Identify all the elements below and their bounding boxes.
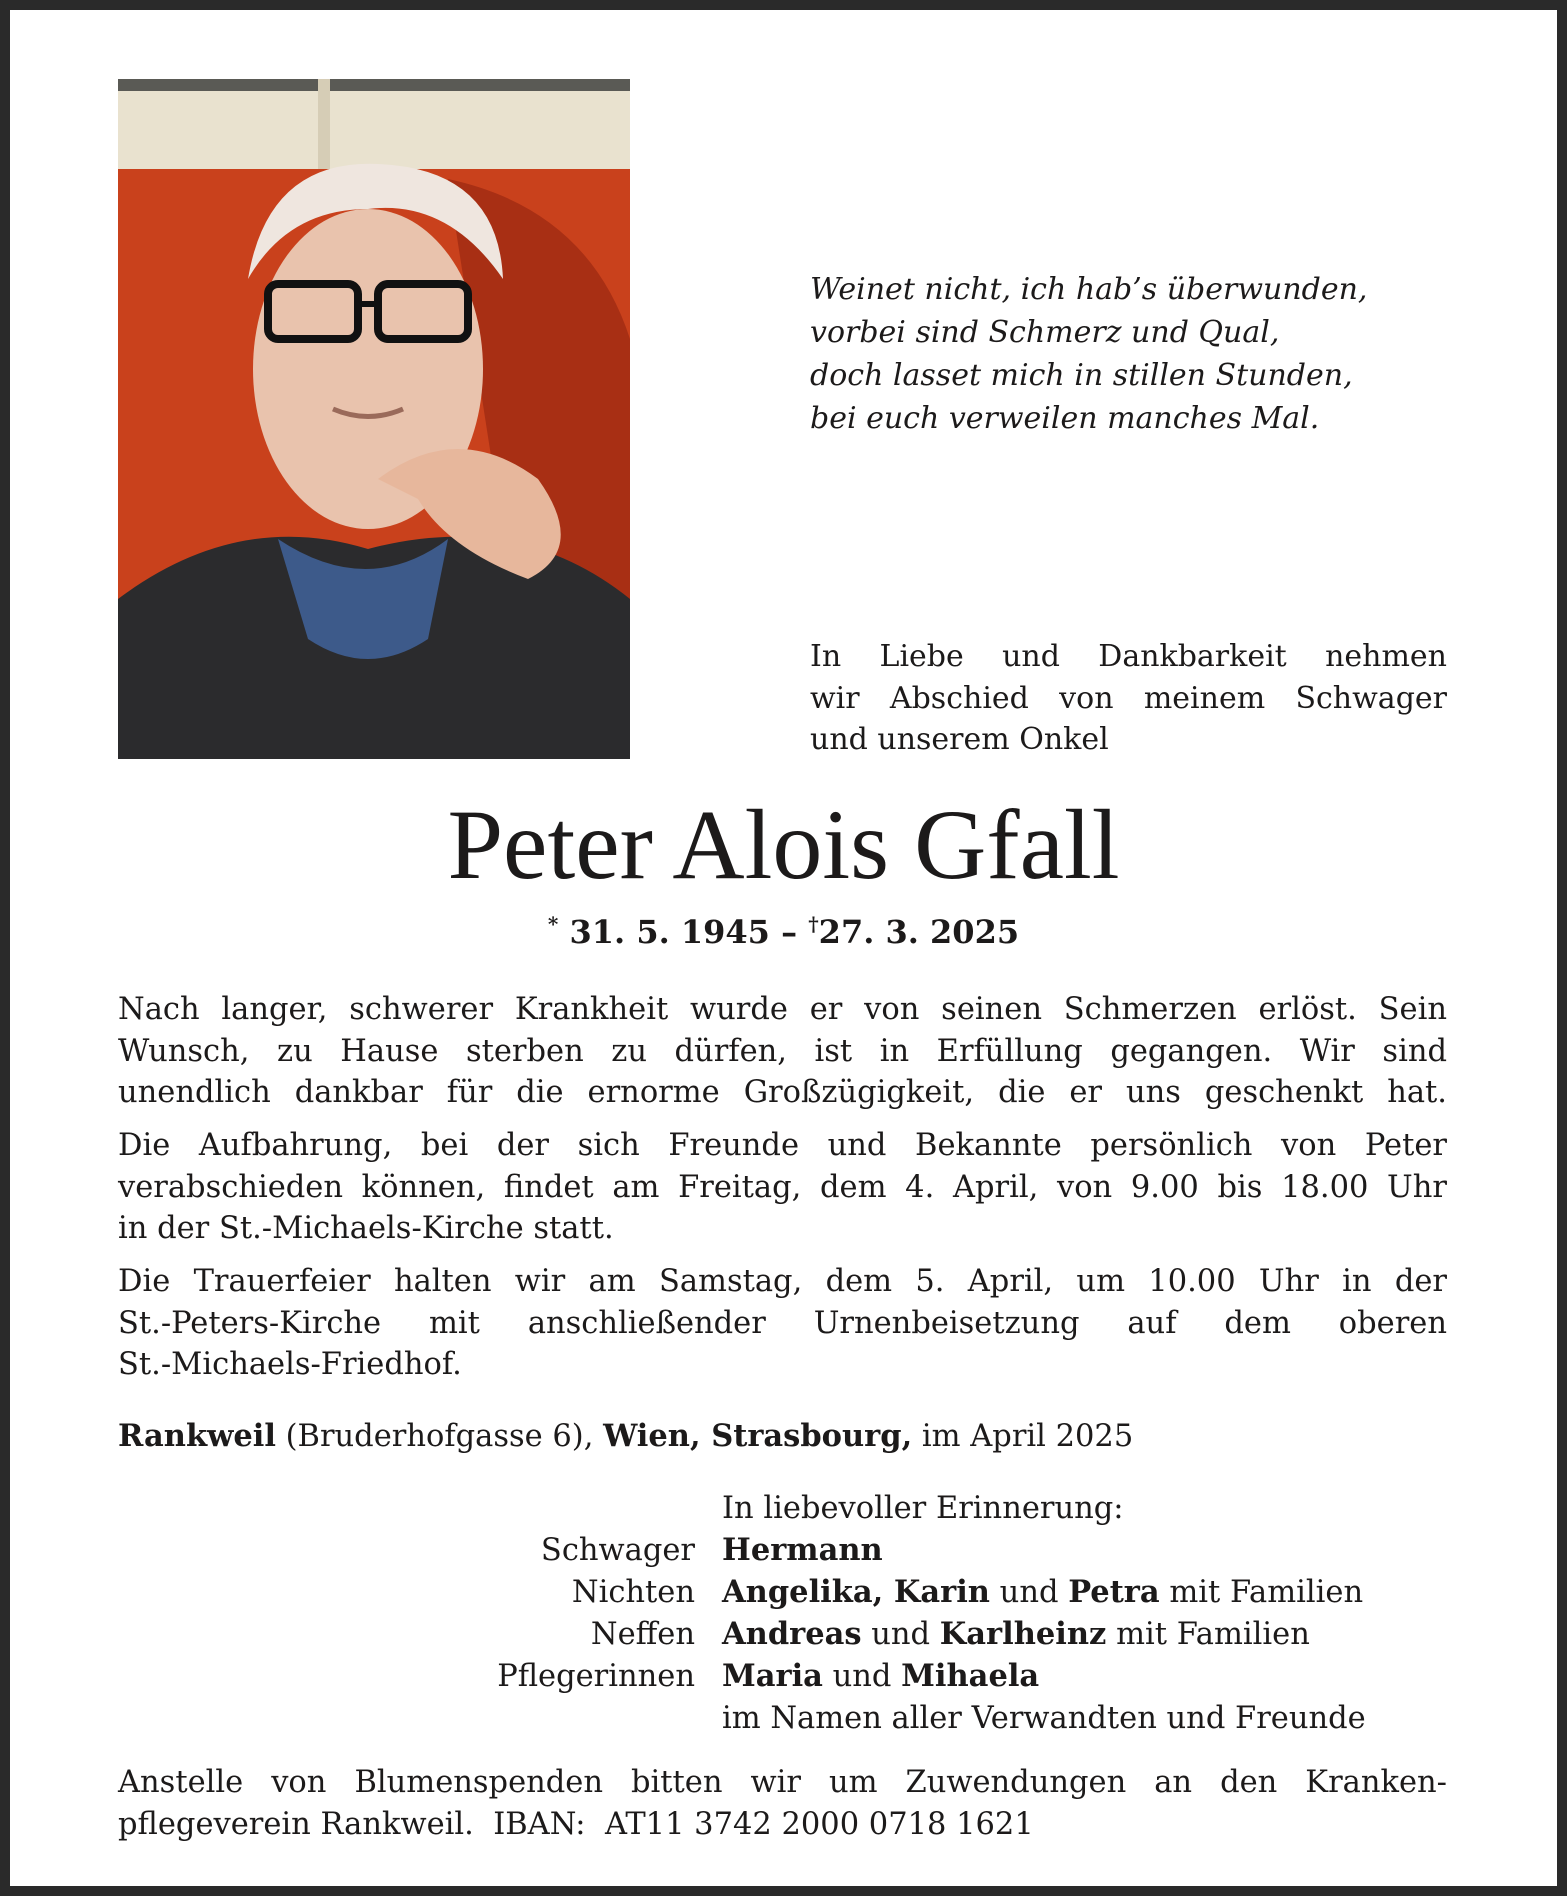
poem-line: doch lasset mich in stillen Stunden, (810, 358, 1353, 393)
conj: und (822, 1659, 902, 1694)
family-label: Neffen (590, 1617, 695, 1652)
text-line: pflegeverein Rankweil. IBAN: AT11 3742 2000 0718 1621 (118, 1806, 1034, 1842)
dedication-line: und unserem Onkel (810, 722, 1109, 757)
text-line: Anstelle von Blumenspenden bitten wir um Zuwendungen an den Kranken- (118, 1765, 1447, 1800)
poem-line: bei euch verweilen manches Mal. (810, 401, 1320, 436)
family-label: Pflegerinnen (497, 1659, 695, 1694)
name-bold: Mihaela (901, 1658, 1040, 1694)
name-bold: Maria (722, 1658, 823, 1694)
text-line: Wunsch, zu Hause sterben zu dürfen, ist in Erfüllung gegangen. Wir sind (118, 1033, 1447, 1069)
poem (810, 268, 1367, 440)
conj: und (989, 1575, 1069, 1610)
text-line: St.-Peters-Kirche mit anschließender Urnenbeisetzung auf dem oberen (118, 1305, 1447, 1341)
deceased-name: Peter Alois Gfall (447, 789, 1120, 900)
poem-line: Weinet nicht, ich hab’s überwunden, (810, 272, 1368, 307)
date-separator: – (781, 913, 798, 951)
place-address: (Bruderhofgasse 6), (275, 1419, 604, 1454)
paragraph-viewing (118, 1125, 1447, 1250)
text-line: St.-Michaels-Friedhof. (118, 1347, 462, 1382)
text-line: verabschieden können, findet am Freitag, dem 4. April, von 9.00 bis 18.00 Uhr (118, 1169, 1447, 1205)
name-bold: Karlheinz (939, 1616, 1107, 1652)
birth-date: 31. 5. 1945 (569, 913, 770, 951)
family-intro: In liebevoller Erinnerung: (722, 1491, 1124, 1526)
text-line: in der St.-Michaels-Kirche statt. (118, 1211, 614, 1246)
poem-line: vorbei sind Schmerz und Qual, (810, 315, 1280, 350)
name-bold: Angelika, Karin (722, 1574, 990, 1610)
place-cities: Wien, Strasbourg, (603, 1418, 913, 1454)
family-label: Nichten (571, 1575, 695, 1610)
text-line: unendlich dankbar für die ernorme Großzügigkeit, die er uns geschenkt hat. (118, 1075, 1447, 1110)
family-label: Schwager (540, 1533, 695, 1568)
text-line: Die Trauerfeier halten wir am Samstag, dem 5. April, um 10.00 Uhr in der (118, 1264, 1447, 1299)
portrait-photo (118, 79, 630, 759)
text-line: Nach langer, schwerer Krankheit wurde er von seinen Schmerzen erlöst. Sein (118, 992, 1447, 1027)
name-bold: Hermann (722, 1532, 883, 1568)
death-date: 27. 3. 2025 (818, 913, 1020, 951)
family-closing: im Namen aller Verwandten und Freunde (722, 1701, 1366, 1736)
suffix: mit Familien (1159, 1575, 1364, 1610)
name-bold: Andreas (722, 1616, 862, 1652)
place-date-line (118, 1418, 1133, 1454)
life-dates (0, 912, 1567, 951)
donation-note (118, 1762, 1447, 1845)
birth-symbol: * (547, 912, 559, 936)
paragraph-illness (118, 989, 1447, 1114)
dedication (810, 636, 1447, 761)
text-line: Die Aufbahrung, bei der sich Freunde und Bekannte persönlich von Peter (118, 1128, 1447, 1163)
place-city: Rankweil (118, 1418, 276, 1454)
name-bold: Petra (1068, 1574, 1160, 1610)
paragraph-funeral (118, 1261, 1447, 1386)
death-symbol: † (808, 912, 819, 936)
place-date: im April 2025 (912, 1419, 1134, 1454)
conj: und (861, 1617, 940, 1652)
dedication-line: wir Abschied von meinem Schwager (810, 680, 1447, 716)
dedication-line: In Liebe und Dankbarkeit nehmen (810, 639, 1447, 674)
suffix: mit Familien (1106, 1617, 1310, 1652)
